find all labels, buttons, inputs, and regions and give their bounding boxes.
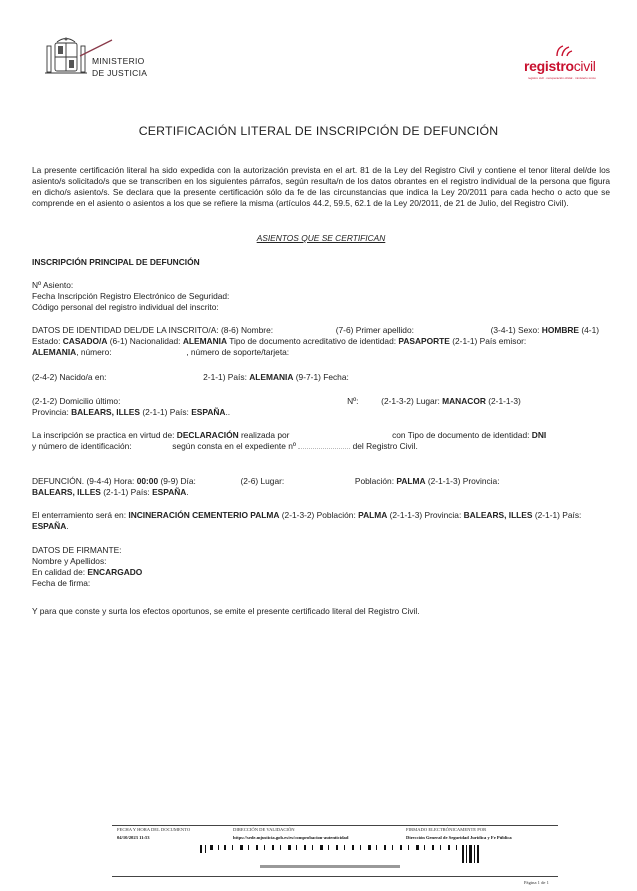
- enterramiento-poblacion-label: (2-1-3-2) Población:: [281, 510, 356, 520]
- defuncion-hora-label: DEFUNCIÓN. (9-4-4) Hora:: [32, 476, 135, 486]
- domicilio-lugar-value: MANACOR: [442, 396, 486, 406]
- footer-fecha-label: FECHA Y HORA DEL DOCUMENTO: [117, 827, 191, 832]
- defuncion-lugar-label: (2-6) Lugar:: [240, 476, 285, 486]
- asiento-codigo: Código personal del registro individual del inscrito:: [32, 302, 219, 313]
- domicilio-code: (2-1-1-3): [488, 396, 521, 406]
- nacido-label: (2-4-2) Nacido/a en:: [32, 372, 107, 382]
- identidad-sexo-value: HOMBRE: [541, 325, 580, 335]
- ministerio-line-2: DE JUSTICIA: [92, 68, 148, 78]
- identidad-sexo-label: (3-4-1) Sexo:: [490, 325, 540, 335]
- registro-civil-end: del Registro Civil.: [352, 441, 418, 452]
- defuncion-provincia-value: BALEARS, ILLES: [32, 487, 101, 498]
- domicilio-pais-value: ESPAÑA: [191, 407, 226, 418]
- inscripcion-heading: INSCRIPCIÓN PRINCIPAL DE DEFUNCIÓN: [32, 257, 200, 267]
- defuncion-pais-label: (2-1-1) País:: [103, 487, 150, 498]
- identidad-code-4-1: (4-1): [581, 325, 600, 335]
- defuncion-provincia-label: (2-1-1-3) Provincia:: [427, 476, 500, 486]
- nacionalidad-value: ALEMANIA: [182, 336, 228, 347]
- tipo-documento-label: Tipo de documento acreditativo de identidad:: [229, 336, 397, 347]
- defuncion-poblacion-value: PALMA: [396, 476, 426, 486]
- domicilio-provincia-label: Provincia:: [32, 407, 69, 418]
- domicilio-provincia-value: BALEARS, ILLES: [71, 407, 140, 418]
- pais-emisor-value: ALEMANIA: [32, 347, 77, 358]
- ministerio-label: [92, 55, 147, 79]
- num-identificacion-label: y número de identificación:: [32, 441, 132, 452]
- footer-top-rule: [112, 825, 558, 826]
- domicilio-end: ..: [225, 407, 231, 418]
- asiento-fecha: Fecha Inscripción Registro Electrónico de Seguridad:: [32, 291, 230, 302]
- firmante-calidad-value: ENCARGADO: [87, 567, 143, 578]
- enterramiento-provincia-label: (2-1-1-3) Provincia:: [389, 510, 462, 520]
- nacionalidad-label: (6-1) Nacionalidad:: [109, 336, 181, 347]
- domicilio-block: [32, 396, 610, 418]
- enterramiento-label: El enterramiento será en:: [32, 510, 127, 520]
- nacimiento-pais-label: 2-1-1) País:: [203, 372, 247, 382]
- enterramiento-provincia-value: BALEARS, ILLES: [463, 510, 533, 520]
- domicilio-lugar-label: (2-1-3-2) Lugar:: [381, 396, 440, 406]
- nacimiento-pais-value: ALEMANIA: [249, 372, 294, 382]
- footer-bottom-rule: [112, 876, 558, 877]
- expediente-label: según consta en el expediente nº: [172, 441, 296, 452]
- nacimiento-fecha-label: (9-7-1) Fecha:: [295, 372, 349, 382]
- realizada-label: realizada por: [241, 430, 290, 440]
- firmante-calidad-label: En calidad de:: [32, 567, 86, 578]
- footer-direccion-label: DIRECCIÓN DE VALIDACIÓN: [233, 827, 295, 832]
- firmante-nombre: Nombre y Apellidos:: [32, 556, 107, 567]
- defuncion-dia-label: (9-9) Día:: [160, 476, 196, 486]
- enterramiento-pais-value: ESPAÑA: [32, 521, 67, 532]
- validation-barcode: [200, 845, 560, 869]
- closing-statement: Y para que conste y surta los efectos oportunos, se emite el presente certificado literal del Registro Civil.: [32, 606, 420, 616]
- nacimiento-line: [32, 372, 610, 383]
- doc-identidad-label: con Tipo de documento de identidad:: [392, 430, 530, 440]
- pais-emisor-label: (2-1-1) País emisor:: [452, 336, 527, 347]
- footer-direccion-value: https://sede.mjusticia.gob.es/es/comprobacion-autenticidad: [233, 835, 349, 840]
- enterramiento-lugar-value: INCINERACIÓN CEMENTERIO PALMA: [128, 510, 280, 520]
- defuncion-end: .: [186, 487, 189, 498]
- enterramiento-end: .: [66, 521, 69, 532]
- firmante-heading: DATOS DE FIRMANTE:: [32, 545, 122, 555]
- domicilio-label: (2-1-2) Domicilio último:: [32, 396, 121, 406]
- registro-word-bold: registro: [524, 58, 574, 74]
- virtud-value: DECLARACIÓN: [176, 430, 239, 440]
- identidad-nombre-label: DATOS DE IDENTIDAD DEL/DE LA INSCRITO/A: (8-6) Nombre:: [32, 325, 274, 335]
- defuncion-pais-value: ESPAÑA: [152, 487, 187, 498]
- defuncion-block: [32, 476, 610, 498]
- footer-firmado-label: FIRMADO ELECTRÓNICAMENTE POR: [406, 827, 487, 832]
- defuncion-hora-value: 00:00: [136, 476, 159, 486]
- estado-label: Estado:: [32, 336, 61, 347]
- page-number: Página 1 de 1: [524, 880, 549, 885]
- numero-label: , número:: [76, 347, 112, 358]
- document-title: CERTIFICACIÓN LITERAL DE INSCRIPCIÓN DE DEFUNCIÓN: [138, 124, 499, 138]
- registro-mark-icon: [554, 44, 574, 58]
- asiento-numero: Nº Asiento:: [32, 280, 74, 290]
- footer-firmado-value: Dirección General de Seguridad Jurídica y Fe Pública: [406, 835, 512, 840]
- registro-wordmark: [524, 58, 596, 74]
- soporte-label: , número de soporte/tarjeta:: [186, 347, 290, 358]
- firmante-fecha: Fecha de firma:: [32, 578, 91, 589]
- registro-word-light: civil: [573, 58, 596, 74]
- identidad-block: [32, 325, 610, 358]
- estado-value: CASADO/A: [62, 336, 108, 347]
- registro-civil-logo: [520, 44, 616, 86]
- enterramiento-block: [32, 510, 610, 532]
- tipo-documento-value: PASAPORTE: [398, 336, 450, 347]
- enterramiento-pais-label: (2-1-1) País:: [534, 510, 582, 520]
- identidad-apellido-label: (7-6) Primer apellido:: [335, 325, 414, 335]
- firmante-block: [32, 545, 610, 589]
- asiento-block: [32, 280, 610, 313]
- enterramiento-poblacion-value: PALMA: [358, 510, 388, 520]
- ministerio-line-1: MINISTERIO: [92, 56, 145, 66]
- registro-tagline: registro civil · recuperación oficial · ministerio único: [528, 76, 596, 80]
- doc-identidad-value: DNI: [531, 430, 547, 440]
- asientos-heading: ASIENTOS QUE SE CERTIFICAN: [256, 233, 386, 243]
- defuncion-poblacion-label: Población:: [354, 476, 395, 486]
- domicilio-pais-label: (2-1-1) País:: [142, 407, 189, 418]
- practica-block: [32, 430, 610, 452]
- intro-paragraph: La presente certificación literal ha sido expedida con la autorización prevista en el art. 81 de la Ley del Registro Civil y contiene el tenor literal del/de los asiento/s solicitado/s que se transcriben en los siguientes párrafos, según resulta/n de los datos obrantes en el registro individual de la persona que figura en dicho/s asiento/s. Se declara que la presente certificación sólo da fe de las circunstancias que indica la Ley 20/2011 para cada hecho o acto que se comprende en el asiento o asientos a los que se refiere la misma (artículos 44.2, 59.5, 62.1 de la Ley 20/2011, de 21 de Julio, del Registro Civil).: [32, 165, 610, 209]
- footer-fecha-value: 04/10/2023 11:53: [117, 835, 150, 840]
- domicilio-numero-label: Nº:: [347, 396, 359, 406]
- virtud-label: La inscripción se practica en virtud de:: [32, 430, 175, 440]
